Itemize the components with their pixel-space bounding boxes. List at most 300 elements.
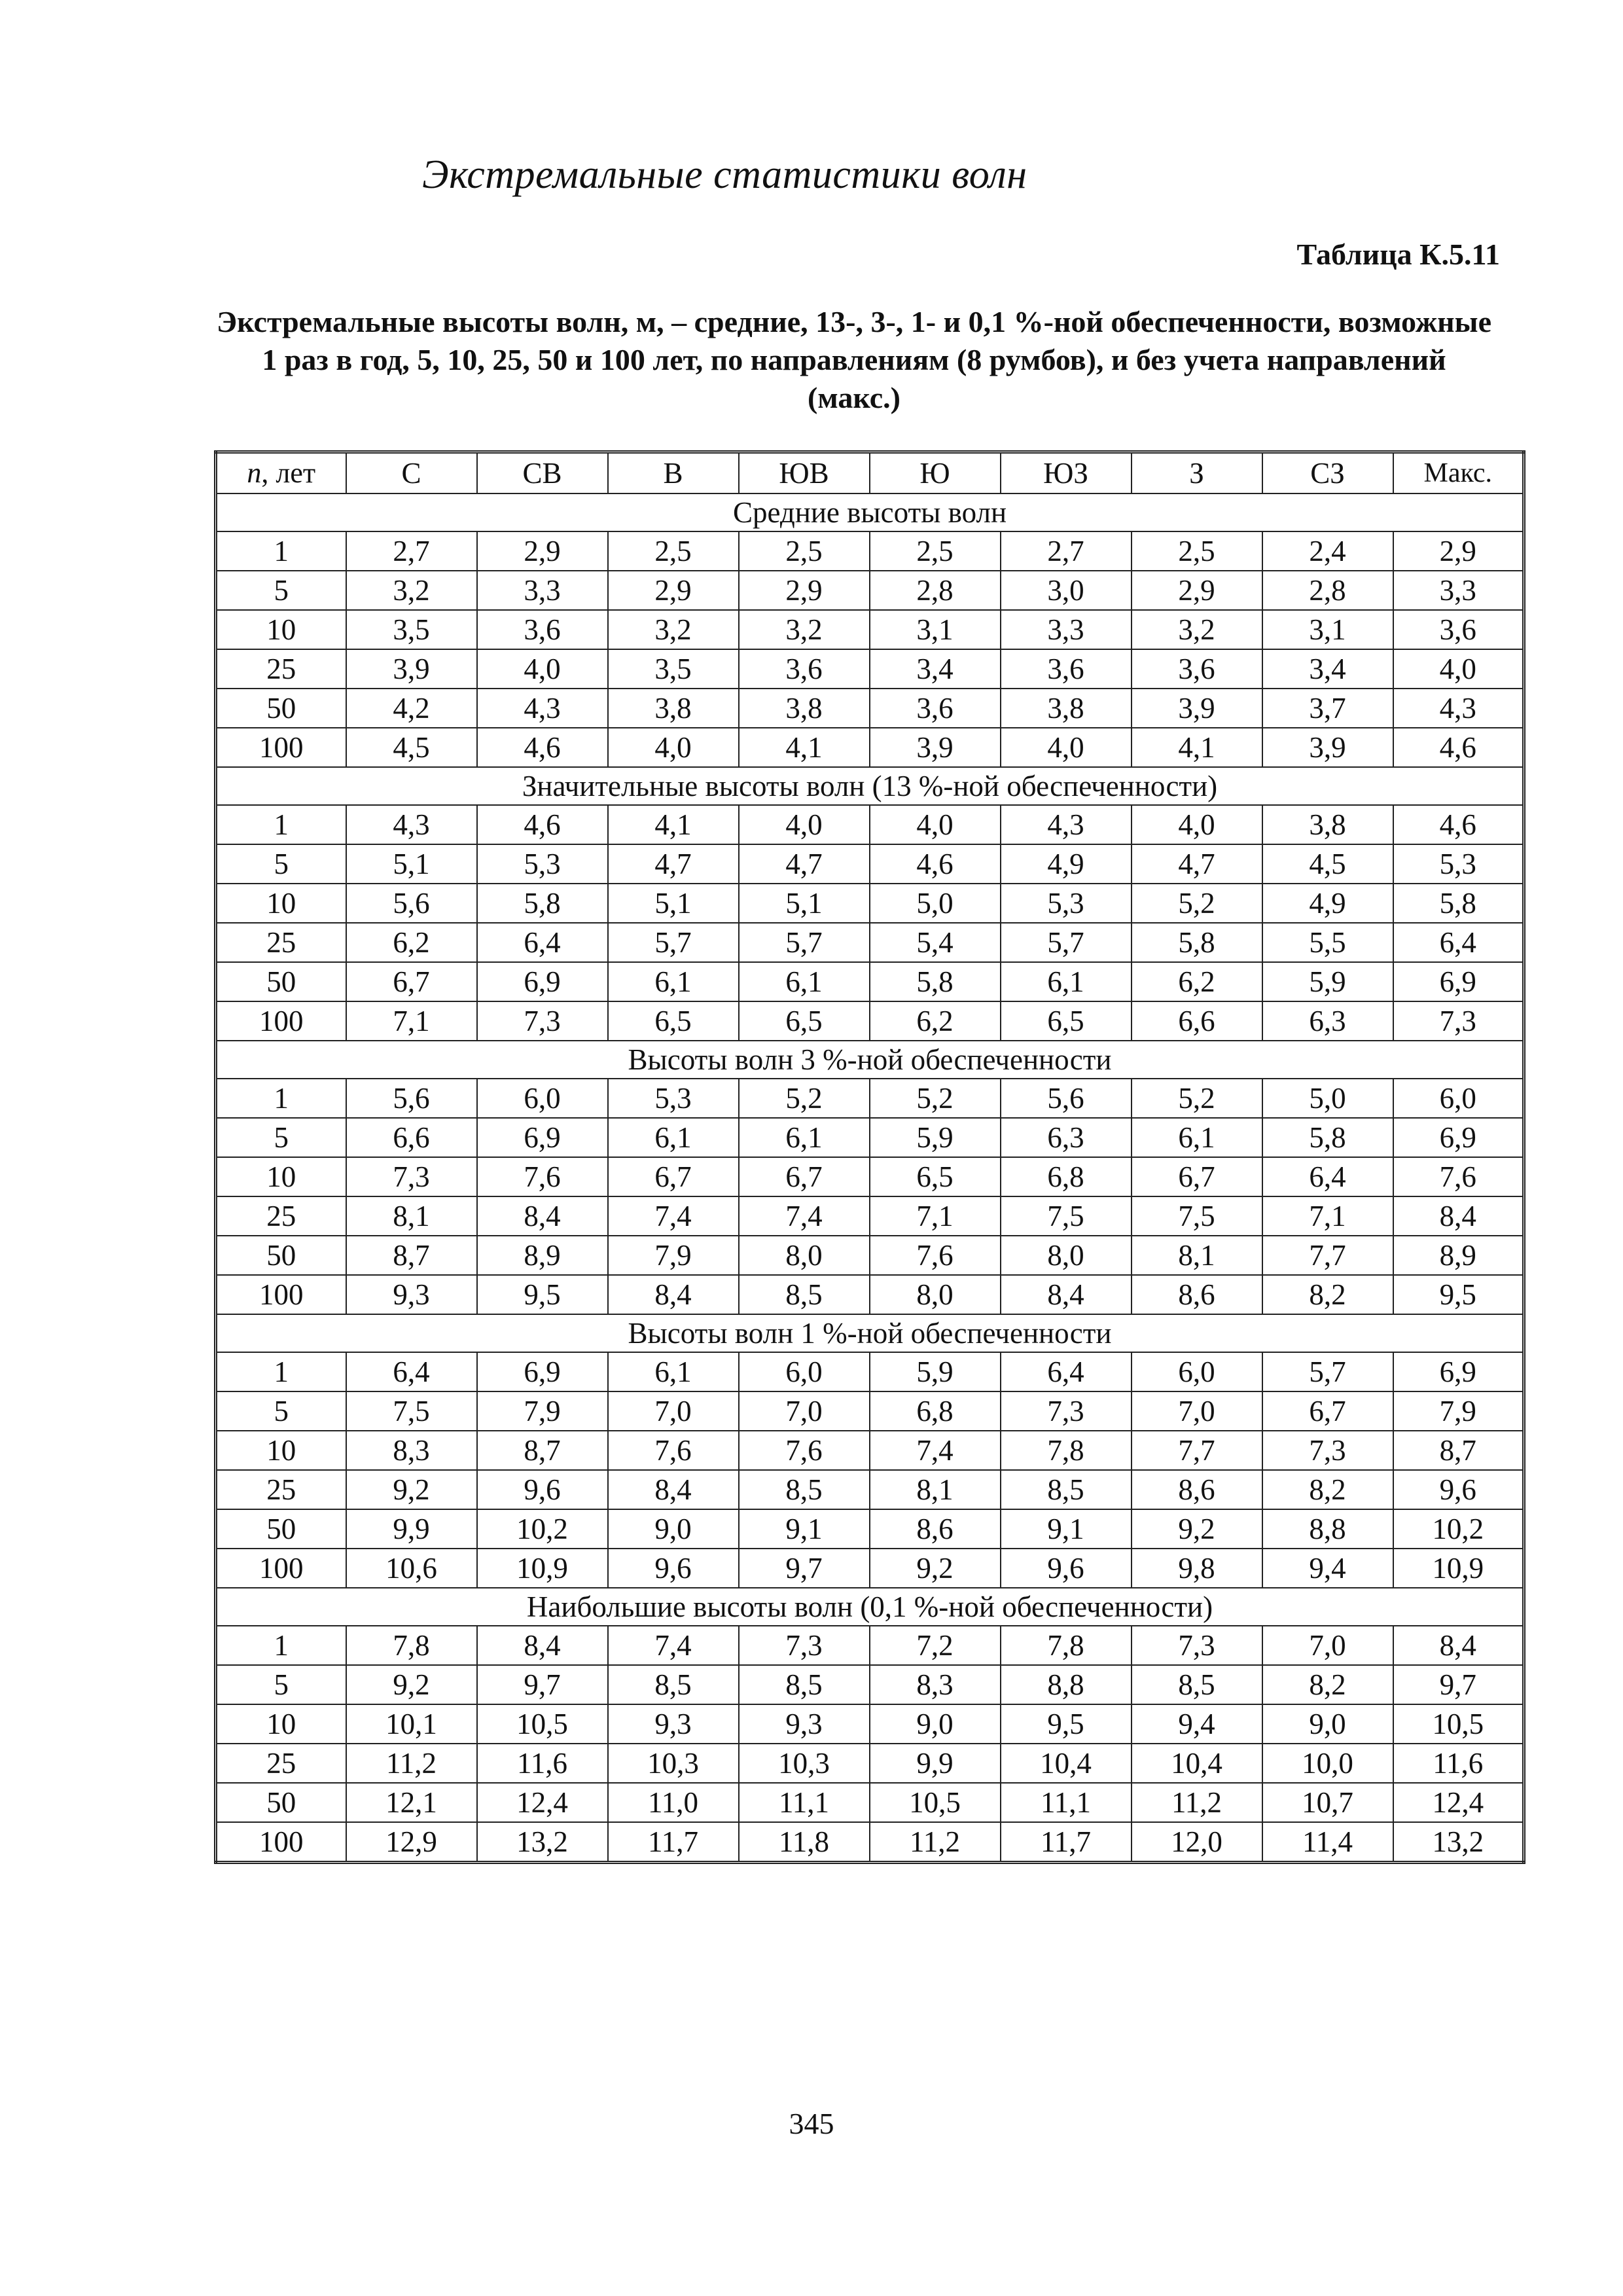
wave-height-cell: 4,3 <box>346 805 477 844</box>
wave-height-cell: 8,3 <box>870 1665 1001 1704</box>
wave-height-cell: 8,5 <box>1001 1470 1132 1509</box>
wave-height-cell: 8,7 <box>477 1431 608 1470</box>
wave-height-cell: 6,1 <box>608 1118 739 1157</box>
header-cell-period <box>216 452 346 494</box>
wave-height-cell: 8,5 <box>739 1470 870 1509</box>
wave-height-cell: 7,0 <box>608 1391 739 1431</box>
wave-height-cell: 9,7 <box>739 1549 870 1588</box>
wave-height-cell: 2,9 <box>1132 571 1262 610</box>
wave-height-cell: 5,1 <box>739 884 870 923</box>
wave-height-cell: 9,5 <box>1001 1704 1132 1744</box>
wave-height-cell: 5,5 <box>1262 923 1393 962</box>
page-heading: Экстремальные статистики волн <box>422 152 1027 197</box>
wave-height-cell: 5,8 <box>870 962 1001 1001</box>
wave-heights-table <box>214 450 1525 1864</box>
wave-height-cell: 7,0 <box>1132 1391 1262 1431</box>
wave-height-cell: 11,4 <box>1262 1822 1393 1863</box>
wave-height-cell: 2,9 <box>477 531 608 571</box>
wave-height-cell: 6,4 <box>1262 1157 1393 1196</box>
return-period-cell: 25 <box>216 1196 346 1236</box>
wave-height-cell: 5,4 <box>870 923 1001 962</box>
wave-height-cell: 7,3 <box>1393 1001 1524 1041</box>
wave-height-cell: 4,3 <box>1001 805 1132 844</box>
table-row <box>216 1549 1524 1588</box>
wave-height-cell: 6,0 <box>1393 1079 1524 1118</box>
wave-height-cell: 6,1 <box>739 1118 870 1157</box>
wave-height-cell: 4,9 <box>1262 884 1393 923</box>
wave-height-cell: 6,8 <box>870 1391 1001 1431</box>
wave-height-cell: 9,7 <box>477 1665 608 1704</box>
wave-height-cell: 5,7 <box>739 923 870 962</box>
wave-height-cell: 6,1 <box>1132 1118 1262 1157</box>
wave-height-cell: 7,0 <box>739 1391 870 1431</box>
wave-height-cell: 6,9 <box>1393 962 1524 1001</box>
wave-height-cell: 9,9 <box>870 1744 1001 1783</box>
wave-height-cell: 8,7 <box>346 1236 477 1275</box>
wave-height-cell: 4,0 <box>870 805 1001 844</box>
wave-height-cell: 9,2 <box>1132 1509 1262 1549</box>
return-period-cell: 1 <box>216 1079 346 1118</box>
wave-height-cell: 5,7 <box>1262 1352 1393 1391</box>
wave-height-cell: 13,2 <box>477 1822 608 1863</box>
wave-height-cell: 5,1 <box>346 844 477 884</box>
return-period-cell: 25 <box>216 649 346 689</box>
wave-height-cell: 4,6 <box>1393 805 1524 844</box>
wave-height-cell: 8,4 <box>1393 1626 1524 1665</box>
wave-height-cell: 10,3 <box>608 1744 739 1783</box>
wave-height-cell: 9,2 <box>870 1549 1001 1588</box>
table-row <box>216 844 1524 884</box>
wave-height-cell: 8,2 <box>1262 1275 1393 1314</box>
wave-height-cell: 4,5 <box>1262 844 1393 884</box>
wave-height-cell: 9,2 <box>346 1665 477 1704</box>
wave-height-cell: 9,7 <box>1393 1665 1524 1704</box>
wave-height-cell: 10,6 <box>346 1549 477 1588</box>
wave-height-cell: 8,6 <box>1132 1470 1262 1509</box>
wave-height-cell: 8,6 <box>870 1509 1001 1549</box>
wave-height-cell: 6,9 <box>477 1352 608 1391</box>
wave-height-cell: 8,0 <box>870 1275 1001 1314</box>
wave-height-cell: 9,0 <box>870 1704 1001 1744</box>
wave-height-cell: 3,6 <box>1132 649 1262 689</box>
wave-height-cell: 5,6 <box>1001 1079 1132 1118</box>
wave-height-cell: 2,8 <box>870 571 1001 610</box>
section-header-row <box>216 1041 1524 1079</box>
wave-height-cell: 7,6 <box>1393 1157 1524 1196</box>
wave-height-cell: 5,2 <box>739 1079 870 1118</box>
return-period-cell: 50 <box>216 962 346 1001</box>
wave-height-cell: 8,1 <box>1132 1236 1262 1275</box>
wave-height-cell: 2,4 <box>1262 531 1393 571</box>
wave-height-cell: 9,9 <box>346 1509 477 1549</box>
wave-height-cell: 4,0 <box>608 728 739 767</box>
table-row <box>216 1352 1524 1391</box>
wave-height-cell: 6,6 <box>1132 1001 1262 1041</box>
wave-height-cell: 11,6 <box>1393 1744 1524 1783</box>
wave-height-cell: 2,7 <box>346 531 477 571</box>
wave-height-cell: 7,3 <box>1001 1391 1132 1431</box>
wave-height-cell: 3,9 <box>1262 728 1393 767</box>
wave-height-cell: 6,6 <box>346 1118 477 1157</box>
wave-height-cell: 5,1 <box>608 884 739 923</box>
return-period-cell: 25 <box>216 923 346 962</box>
wave-height-cell: 7,6 <box>477 1157 608 1196</box>
wave-height-cell: 4,6 <box>1393 728 1524 767</box>
return-period-cell: 10 <box>216 1704 346 1744</box>
wave-height-cell: 8,3 <box>346 1431 477 1470</box>
wave-height-cell: 8,4 <box>608 1275 739 1314</box>
wave-height-cell: 10,2 <box>1393 1509 1524 1549</box>
wave-height-cell: 7,0 <box>1262 1626 1393 1665</box>
wave-height-cell: 3,2 <box>346 571 477 610</box>
wave-height-cell: 7,3 <box>739 1626 870 1665</box>
wave-height-cell: 6,5 <box>1001 1001 1132 1041</box>
wave-height-cell: 7,3 <box>477 1001 608 1041</box>
wave-height-cell: 11,0 <box>608 1783 739 1822</box>
wave-height-cell: 4,6 <box>477 728 608 767</box>
wave-height-cell: 12,0 <box>1132 1822 1262 1863</box>
table-row <box>216 728 1524 767</box>
wave-height-cell: 9,6 <box>1001 1549 1132 1588</box>
wave-height-cell: 3,6 <box>870 689 1001 728</box>
wave-height-cell: 4,9 <box>1001 844 1132 884</box>
return-period-cell: 100 <box>216 728 346 767</box>
wave-height-cell: 4,3 <box>477 689 608 728</box>
wave-height-cell: 7,5 <box>1132 1196 1262 1236</box>
return-period-cell: 25 <box>216 1744 346 1783</box>
wave-height-cell: 10,4 <box>1132 1744 1262 1783</box>
header-cell-max: Макс. <box>1393 452 1524 494</box>
wave-height-cell: 9,5 <box>1393 1275 1524 1314</box>
wave-height-cell: 6,7 <box>346 962 477 1001</box>
wave-height-cell: 3,4 <box>870 649 1001 689</box>
return-period-cell: 50 <box>216 1509 346 1549</box>
wave-height-cell: 9,3 <box>739 1704 870 1744</box>
wave-height-cell: 3,5 <box>346 610 477 649</box>
wave-height-cell: 11,6 <box>477 1744 608 1783</box>
table-row <box>216 1118 1524 1157</box>
table-row <box>216 1079 1524 1118</box>
wave-height-cell: 6,1 <box>608 1352 739 1391</box>
wave-height-cell: 7,8 <box>1001 1626 1132 1665</box>
wave-height-cell: 10,5 <box>477 1704 608 1744</box>
return-period-cell: 5 <box>216 1391 346 1431</box>
wave-height-cell: 2,7 <box>1001 531 1132 571</box>
wave-height-cell: 6,2 <box>1132 962 1262 1001</box>
wave-height-cell: 7,8 <box>1001 1431 1132 1470</box>
wave-height-cell: 6,1 <box>1001 962 1132 1001</box>
wave-height-cell: 3,1 <box>870 610 1001 649</box>
wave-height-cell: 10,5 <box>870 1783 1001 1822</box>
return-period-cell: 10 <box>216 884 346 923</box>
wave-height-cell: 5,7 <box>1001 923 1132 962</box>
wave-height-cell: 6,0 <box>739 1352 870 1391</box>
return-period-cell: 100 <box>216 1822 346 1863</box>
table-body <box>216 493 1524 1863</box>
return-period-cell: 50 <box>216 689 346 728</box>
wave-height-cell: 5,3 <box>1393 844 1524 884</box>
wave-height-cell: 5,6 <box>346 1079 477 1118</box>
return-period-cell: 10 <box>216 1431 346 1470</box>
wave-height-cell: 13,2 <box>1393 1822 1524 1863</box>
wave-height-cell: 5,8 <box>1262 1118 1393 1157</box>
wave-height-cell: 7,9 <box>477 1391 608 1431</box>
header-cell-direction: С <box>346 452 477 494</box>
wave-height-cell: 7,8 <box>346 1626 477 1665</box>
header-cell-direction: СВ <box>477 452 608 494</box>
wave-height-cell: 7,4 <box>608 1626 739 1665</box>
wave-height-cell: 5,7 <box>608 923 739 962</box>
wave-height-cell: 5,8 <box>1393 884 1524 923</box>
wave-height-cell: 3,3 <box>1393 571 1524 610</box>
table-caption: Экстремальные высоты волн, м, – средние, 13-, 3-, 1- и 0,1 %-ной обеспеченности, возможные 1 раз в год, 5, 10, 25, 50 и 100 лет, по направлениям (8 румбов), и без учета направлений (макс.) <box>216 305 1492 414</box>
wave-height-cell: 6,1 <box>739 962 870 1001</box>
wave-height-cell: 11,2 <box>1132 1783 1262 1822</box>
wave-height-cell: 4,0 <box>477 649 608 689</box>
return-period-cell: 10 <box>216 610 346 649</box>
wave-height-cell: 11,2 <box>870 1822 1001 1863</box>
wave-height-cell: 5,9 <box>870 1118 1001 1157</box>
wave-height-cell: 3,1 <box>1262 610 1393 649</box>
header-n-unit: , лет <box>261 457 316 489</box>
wave-height-cell: 8,4 <box>477 1626 608 1665</box>
wave-height-cell: 8,6 <box>1132 1275 1262 1314</box>
wave-height-cell: 2,9 <box>608 571 739 610</box>
wave-height-cell: 8,4 <box>608 1470 739 1509</box>
wave-height-cell: 6,7 <box>1132 1157 1262 1196</box>
wave-height-cell: 8,5 <box>1132 1665 1262 1704</box>
table-row <box>216 531 1524 571</box>
table-row <box>216 1509 1524 1549</box>
header-cell-direction: Ю <box>870 452 1001 494</box>
wave-height-cell: 8,7 <box>1393 1431 1524 1470</box>
wave-height-cell: 12,1 <box>346 1783 477 1822</box>
wave-height-cell: 8,1 <box>346 1196 477 1236</box>
wave-height-cell: 8,9 <box>477 1236 608 1275</box>
table-row <box>216 1626 1524 1665</box>
table-row <box>216 1470 1524 1509</box>
wave-height-cell: 3,6 <box>739 649 870 689</box>
wave-height-cell: 9,0 <box>608 1509 739 1549</box>
wave-height-cell: 8,8 <box>1262 1509 1393 1549</box>
return-period-cell: 5 <box>216 1665 346 1704</box>
wave-height-cell: 6,3 <box>1001 1118 1132 1157</box>
wave-height-cell: 4,0 <box>1001 728 1132 767</box>
wave-height-cell: 5,2 <box>1132 884 1262 923</box>
table-row <box>216 571 1524 610</box>
return-period-cell: 5 <box>216 571 346 610</box>
wave-height-cell: 2,5 <box>870 531 1001 571</box>
wave-height-cell: 6,9 <box>477 962 608 1001</box>
wave-height-cell: 5,9 <box>870 1352 1001 1391</box>
wave-height-cell: 6,4 <box>1001 1352 1132 1391</box>
wave-height-cell: 7,5 <box>1001 1196 1132 1236</box>
table-number: Таблица К.5.11 <box>1296 238 1500 271</box>
table-row <box>216 689 1524 728</box>
wave-height-cell: 9,1 <box>739 1509 870 1549</box>
wave-height-cell: 9,5 <box>477 1275 608 1314</box>
wave-height-cell: 6,3 <box>1262 1001 1393 1041</box>
wave-height-cell: 4,0 <box>1132 805 1262 844</box>
table-row <box>216 1822 1524 1863</box>
wave-height-cell: 3,8 <box>608 689 739 728</box>
wave-height-cell: 5,3 <box>477 844 608 884</box>
table-row <box>216 1275 1524 1314</box>
wave-height-cell: 3,2 <box>1132 610 1262 649</box>
wave-height-cell: 9,1 <box>1001 1509 1132 1549</box>
wave-height-cell: 6,9 <box>1393 1352 1524 1391</box>
wave-height-cell: 7,6 <box>739 1431 870 1470</box>
wave-height-cell: 8,5 <box>608 1665 739 1704</box>
table-header-row <box>216 452 1524 494</box>
wave-height-cell: 7,3 <box>346 1157 477 1196</box>
header-cell-direction: СЗ <box>1262 452 1393 494</box>
wave-height-cell: 3,2 <box>739 610 870 649</box>
table-row <box>216 1196 1524 1236</box>
wave-height-cell: 3,8 <box>739 689 870 728</box>
wave-height-cell: 9,3 <box>346 1275 477 1314</box>
wave-height-cell: 8,4 <box>477 1196 608 1236</box>
wave-height-cell: 5,0 <box>1262 1079 1393 1118</box>
table-row <box>216 1704 1524 1744</box>
wave-height-cell: 4,2 <box>346 689 477 728</box>
wave-height-cell: 8,9 <box>1393 1236 1524 1275</box>
wave-height-cell: 3,3 <box>477 571 608 610</box>
header-cell-direction: З <box>1132 452 1262 494</box>
wave-height-cell: 10,3 <box>739 1744 870 1783</box>
return-period-cell: 1 <box>216 1352 346 1391</box>
wave-height-cell: 6,1 <box>608 962 739 1001</box>
wave-height-cell: 7,7 <box>1262 1236 1393 1275</box>
wave-height-cell: 8,0 <box>1001 1236 1132 1275</box>
wave-height-cell: 4,0 <box>1393 649 1524 689</box>
table-row <box>216 1744 1524 1783</box>
table-row <box>216 962 1524 1001</box>
wave-height-cell: 4,6 <box>477 805 608 844</box>
wave-height-cell: 9,8 <box>1132 1549 1262 1588</box>
return-period-cell: 5 <box>216 1118 346 1157</box>
wave-height-cell: 9,0 <box>1262 1704 1393 1744</box>
wave-height-cell: 11,1 <box>739 1783 870 1822</box>
wave-height-cell: 4,0 <box>739 805 870 844</box>
wave-height-cell: 8,0 <box>739 1236 870 1275</box>
wave-height-cell: 8,2 <box>1262 1665 1393 1704</box>
table-row <box>216 1783 1524 1822</box>
wave-height-cell: 9,6 <box>477 1470 608 1509</box>
wave-height-cell: 11,7 <box>1001 1822 1132 1863</box>
table-row <box>216 923 1524 962</box>
return-period-cell: 100 <box>216 1549 346 1588</box>
wave-height-cell: 11,7 <box>608 1822 739 1863</box>
wave-height-cell: 7,5 <box>346 1391 477 1431</box>
wave-height-cell: 5,0 <box>870 884 1001 923</box>
wave-height-cell: 3,6 <box>1001 649 1132 689</box>
section-header-row <box>216 1588 1524 1626</box>
wave-height-cell: 5,6 <box>346 884 477 923</box>
table-row <box>216 610 1524 649</box>
wave-height-cell: 6,7 <box>739 1157 870 1196</box>
wave-height-cell: 3,5 <box>608 649 739 689</box>
wave-height-cell: 12,4 <box>477 1783 608 1822</box>
wave-height-cell: 6,4 <box>1393 923 1524 962</box>
return-period-cell: 50 <box>216 1783 346 1822</box>
section-title: Высоты волн 1 %-ной обеспеченности <box>216 1314 1524 1352</box>
wave-height-cell: 3,6 <box>1393 610 1524 649</box>
wave-height-cell: 9,2 <box>346 1470 477 1509</box>
wave-height-cell: 9,4 <box>1132 1704 1262 1744</box>
return-period-cell: 1 <box>216 1626 346 1665</box>
page-number: 345 <box>789 2107 834 2140</box>
wave-height-cell: 6,7 <box>1262 1391 1393 1431</box>
wave-height-cell: 4,7 <box>739 844 870 884</box>
section-title: Значительные высоты волн (13 %-ной обеспеченности) <box>216 767 1524 805</box>
wave-height-cell: 4,7 <box>1132 844 1262 884</box>
wave-height-cell: 11,8 <box>739 1822 870 1863</box>
wave-height-cell: 8,5 <box>739 1275 870 1314</box>
return-period-cell: 100 <box>216 1001 346 1041</box>
wave-height-cell: 8,4 <box>1393 1196 1524 1236</box>
wave-height-cell: 6,4 <box>477 923 608 962</box>
wave-height-cell: 2,5 <box>608 531 739 571</box>
wave-height-cell: 10,5 <box>1393 1704 1524 1744</box>
wave-height-cell: 3,9 <box>870 728 1001 767</box>
wave-height-cell: 8,4 <box>1001 1275 1132 1314</box>
wave-height-cell: 7,1 <box>870 1196 1001 1236</box>
wave-height-cell: 2,5 <box>739 531 870 571</box>
wave-height-cell: 4,6 <box>870 844 1001 884</box>
wave-height-cell: 3,8 <box>1001 689 1132 728</box>
wave-height-cell: 7,6 <box>870 1236 1001 1275</box>
wave-height-cell: 3,2 <box>608 610 739 649</box>
table-row <box>216 884 1524 923</box>
wave-height-cell: 6,0 <box>1132 1352 1262 1391</box>
wave-height-cell: 5,3 <box>608 1079 739 1118</box>
wave-height-cell: 7,4 <box>608 1196 739 1236</box>
return-period-cell: 100 <box>216 1275 346 1314</box>
wave-height-cell: 7,1 <box>1262 1196 1393 1236</box>
wave-height-cell: 9,6 <box>608 1549 739 1588</box>
wave-height-cell: 7,9 <box>1393 1391 1524 1431</box>
wave-height-cell: 4,3 <box>1393 689 1524 728</box>
wave-height-cell: 3,8 <box>1262 805 1393 844</box>
header-cell-direction: ЮЗ <box>1001 452 1132 494</box>
wave-height-cell: 5,2 <box>870 1079 1001 1118</box>
wave-height-cell: 10,1 <box>346 1704 477 1744</box>
wave-height-cell: 7,1 <box>346 1001 477 1041</box>
wave-height-cell: 10,4 <box>1001 1744 1132 1783</box>
table-row <box>216 1431 1524 1470</box>
wave-height-cell: 8,8 <box>1001 1665 1132 1704</box>
wave-height-cell: 12,4 <box>1393 1783 1524 1822</box>
table-row <box>216 1157 1524 1196</box>
table-row <box>216 1665 1524 1704</box>
wave-height-cell: 3,9 <box>1132 689 1262 728</box>
wave-height-cell: 6,9 <box>1393 1118 1524 1157</box>
wave-height-cell: 9,4 <box>1262 1549 1393 1588</box>
wave-height-cell: 2,5 <box>1132 531 1262 571</box>
return-period-cell: 1 <box>216 805 346 844</box>
wave-height-cell: 3,0 <box>1001 571 1132 610</box>
section-header-row <box>216 767 1524 805</box>
wave-height-cell: 8,2 <box>1262 1470 1393 1509</box>
wave-height-cell: 3,4 <box>1262 649 1393 689</box>
table-row <box>216 1001 1524 1041</box>
wave-height-cell: 6,4 <box>346 1352 477 1391</box>
section-header-row <box>216 1314 1524 1352</box>
section-header-row <box>216 493 1524 531</box>
wave-height-cell: 12,9 <box>346 1822 477 1863</box>
wave-height-cell: 2,9 <box>1393 531 1524 571</box>
